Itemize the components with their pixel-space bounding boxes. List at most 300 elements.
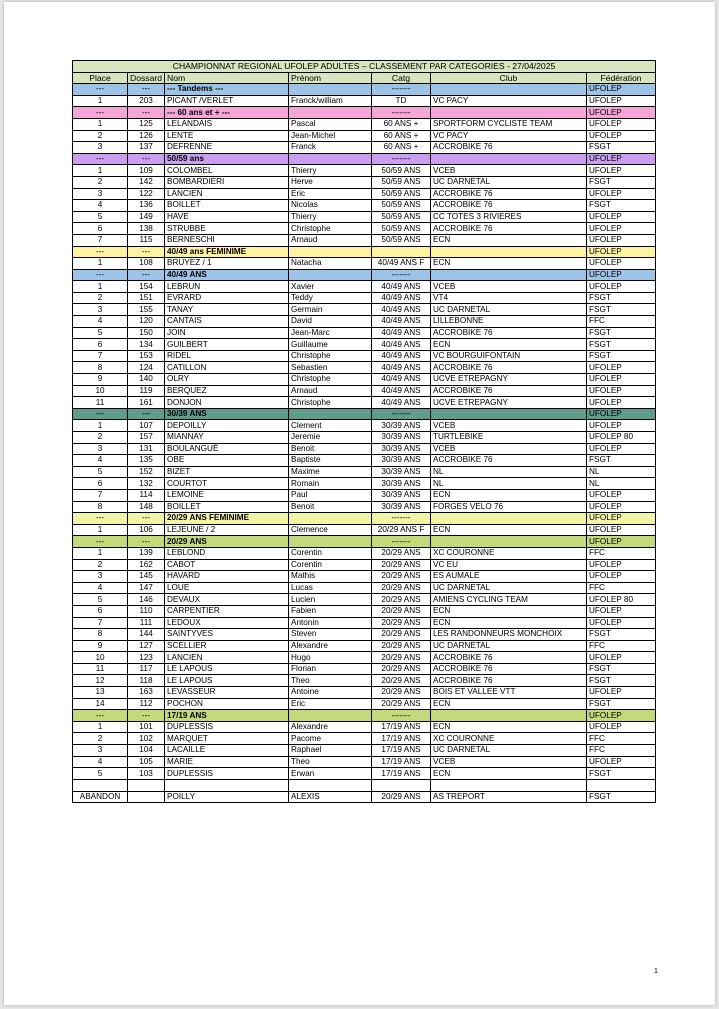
cell-catg: 20/29 ANS [372, 652, 431, 664]
cell-prenom: Christophe [289, 374, 372, 386]
cell-federation [587, 779, 656, 791]
cell-dossard: 127 [128, 640, 165, 652]
cell-place: 5 [73, 327, 128, 339]
cell-dossard: 114 [128, 489, 165, 501]
cell-catg: ------- [372, 513, 431, 525]
cell-prenom: Arnaud [289, 385, 372, 397]
cell-nom: POILLY [165, 791, 289, 803]
cell-catg: 20/29 ANS [372, 640, 431, 652]
cell-dossard: 154 [128, 281, 165, 293]
table-row [73, 489, 656, 501]
table-row [73, 165, 656, 177]
cell-club: UC DARNETAL [431, 582, 587, 594]
cell-club: UC DARNETAL [431, 640, 587, 652]
cell-place: 14 [73, 698, 128, 710]
cell-nom: CARPENTIER [165, 605, 289, 617]
cell-place: 10 [73, 652, 128, 664]
cell-dossard: 115 [128, 234, 165, 246]
category-row [73, 536, 656, 548]
cell-dossard [128, 779, 165, 791]
header-place: Place [73, 72, 128, 84]
cell-federation: UFOLEP [587, 420, 656, 432]
cell-federation: UFOLEP [587, 223, 656, 235]
cell-place: 2 [73, 733, 128, 745]
cell-club [431, 107, 587, 119]
cell-prenom: Christophe [289, 397, 372, 409]
cell-dossard: 139 [128, 547, 165, 559]
cell-club: XC COURONNE [431, 733, 587, 745]
cell-club: NL [431, 466, 587, 478]
cell-prenom: Raphael [289, 745, 372, 757]
cell-prenom [289, 107, 372, 119]
cell-federation: UFOLEP [587, 559, 656, 571]
cell-federation: UFOLEP [587, 687, 656, 699]
cell-club: LES RANDONNEURS MONCHOIX [431, 629, 587, 641]
header-club: Club [431, 72, 587, 84]
cell-place: 6 [73, 223, 128, 235]
cell-dossard: 162 [128, 559, 165, 571]
cell-catg: 20/29 ANS [372, 571, 431, 583]
cell-prenom: Mathis [289, 571, 372, 583]
table-row [73, 374, 656, 386]
cell-dossard: 203 [128, 95, 165, 107]
cell-prenom [289, 779, 372, 791]
cell-dossard: --- [128, 269, 165, 281]
cell-catg: TD [372, 95, 431, 107]
cell-nom: 20/29 ANS [165, 536, 289, 548]
cell-catg: 60 ANS + [372, 118, 431, 130]
cell-catg: 40/49 ANS [372, 385, 431, 397]
cell-catg: 17/19 ANS [372, 768, 431, 780]
cell-prenom: Lucas [289, 582, 372, 594]
cell-federation: UFOLEP [587, 211, 656, 223]
cell-federation: FSGT [587, 455, 656, 467]
table-row [73, 455, 656, 467]
cell-nom: COLOMBEL [165, 165, 289, 177]
cell-nom: DEFRENNE [165, 142, 289, 154]
table-row [73, 524, 656, 536]
cell-place: 2 [73, 130, 128, 142]
cell-club [431, 779, 587, 791]
category-row [73, 107, 656, 119]
cell-club: UC DARNETAL [431, 176, 587, 188]
cell-dossard: 138 [128, 223, 165, 235]
cell-place: 1 [73, 524, 128, 536]
cell-federation: UFOLEP [587, 84, 656, 96]
cell-place: 3 [73, 443, 128, 455]
cell-nom: 30/39 ANS [165, 408, 289, 420]
table-row [73, 304, 656, 316]
cell-federation: FSGT [587, 791, 656, 803]
cell-nom: BERQUEZ [165, 385, 289, 397]
cell-federation: UFOLEP 80 [587, 594, 656, 606]
cell-place: 2 [73, 292, 128, 304]
cell-nom: LOUE [165, 582, 289, 594]
cell-federation: UFOLEP [587, 652, 656, 664]
cell-catg: 20/29 ANS F [372, 524, 431, 536]
cell-nom: LENTE [165, 130, 289, 142]
table-row [73, 432, 656, 444]
cell-place: --- [73, 513, 128, 525]
cell-club: ES AUMALE [431, 571, 587, 583]
category-row [73, 84, 656, 96]
cell-club: VCEB [431, 420, 587, 432]
cell-nom: OLRY [165, 374, 289, 386]
cell-prenom: ALEXIS [289, 791, 372, 803]
cell-prenom: Benoit [289, 443, 372, 455]
cell-club: ECN [431, 721, 587, 733]
cell-club: AS TREPORT [431, 791, 587, 803]
cell-dossard: 142 [128, 176, 165, 188]
cell-place: 11 [73, 397, 128, 409]
cell-prenom: Eric [289, 188, 372, 200]
cell-prenom: David [289, 316, 372, 328]
cell-club: TURTLEBIKE [431, 432, 587, 444]
table-row [73, 95, 656, 107]
cell-catg: 20/29 ANS [372, 605, 431, 617]
cell-club: FORGES VELO 76 [431, 501, 587, 513]
cell-federation: NL [587, 466, 656, 478]
cell-prenom [289, 536, 372, 548]
cell-club: VT4 [431, 292, 587, 304]
cell-place: 4 [73, 756, 128, 768]
cell-club: VC PACY [431, 95, 587, 107]
cell-nom: BRUYEZ / 1 [165, 258, 289, 270]
cell-place: 9 [73, 374, 128, 386]
cell-dossard: --- [128, 513, 165, 525]
cell-catg: 40/49 ANS F [372, 258, 431, 270]
cell-dossard: 123 [128, 652, 165, 664]
cell-dossard: 155 [128, 304, 165, 316]
cell-prenom: Arnaud [289, 234, 372, 246]
cell-federation: UFOLEP [587, 571, 656, 583]
category-row [73, 513, 656, 525]
cell-place: 4 [73, 200, 128, 212]
cell-dossard: 148 [128, 501, 165, 513]
cell-catg: 30/39 ANS [372, 432, 431, 444]
cell-prenom: Christophe [289, 350, 372, 362]
cell-place: 3 [73, 142, 128, 154]
table-row [73, 698, 656, 710]
cell-dossard: 137 [128, 142, 165, 154]
cell-catg: ------- [372, 408, 431, 420]
cell-place: 9 [73, 640, 128, 652]
cell-federation: UFOLEP [587, 130, 656, 142]
cell-dossard: 135 [128, 455, 165, 467]
cell-federation: FSGT [587, 629, 656, 641]
cell-dossard: --- [128, 84, 165, 96]
cell-dossard: 110 [128, 605, 165, 617]
cell-catg: 20/29 ANS [372, 791, 431, 803]
cell-nom: LANCIEN [165, 652, 289, 664]
table-row [73, 582, 656, 594]
cell-dossard: 108 [128, 258, 165, 270]
cell-catg: 40/49 ANS [372, 316, 431, 328]
cell-dossard: 124 [128, 362, 165, 374]
cell-place: 6 [73, 339, 128, 351]
cell-federation: UFOLEP [587, 165, 656, 177]
cell-catg: 20/29 ANS [372, 559, 431, 571]
cell-federation: UFOLEP [587, 710, 656, 722]
cell-nom: EVRARD [165, 292, 289, 304]
cell-nom: LEBLOND [165, 547, 289, 559]
cell-catg: 17/19 ANS [372, 756, 431, 768]
cell-catg: 40/49 ANS [372, 374, 431, 386]
cell-nom: CATILLON [165, 362, 289, 374]
cell-federation: FFC [587, 582, 656, 594]
cell-club: ECN [431, 339, 587, 351]
cell-prenom: Antonin [289, 617, 372, 629]
cell-dossard: 146 [128, 594, 165, 606]
cell-prenom: Erwan [289, 768, 372, 780]
cell-nom: LACAILLE [165, 745, 289, 757]
cell-club: VC PACY [431, 130, 587, 142]
cell-federation: FSGT [587, 142, 656, 154]
table-row [73, 130, 656, 142]
table-row [73, 466, 656, 478]
cell-nom: 40/49 ANS [165, 269, 289, 281]
cell-place: --- [73, 536, 128, 548]
cell-prenom: Thierry [289, 165, 372, 177]
cell-federation: UFOLEP [587, 118, 656, 130]
cell-dossard: 145 [128, 571, 165, 583]
cell-federation: FFC [587, 640, 656, 652]
cell-nom: RIDEL [165, 350, 289, 362]
cell-federation: FFC [587, 316, 656, 328]
table-row [73, 594, 656, 606]
cell-club: LILLEBONNE [431, 316, 587, 328]
cell-club: ACCROBIKE 76 [431, 188, 587, 200]
cell-dossard: 106 [128, 524, 165, 536]
cell-dossard: 132 [128, 478, 165, 490]
table-row [73, 443, 656, 455]
cell-catg: 40/49 ANS [372, 292, 431, 304]
table-row [73, 478, 656, 490]
cell-dossard: 144 [128, 629, 165, 641]
cell-club [431, 84, 587, 96]
cell-nom: 17/19 ANS [165, 710, 289, 722]
cell-nom: MIANNAY [165, 432, 289, 444]
cell-prenom: Christophe [289, 223, 372, 235]
cell-club [431, 710, 587, 722]
cell-federation: UFOLEP [587, 756, 656, 768]
cell-club: VC BOURGUIFONTAIN [431, 350, 587, 362]
cell-nom: BOILLET [165, 501, 289, 513]
cell-nom: BIZET [165, 466, 289, 478]
cell-place: --- [73, 710, 128, 722]
cell-catg: 20/29 ANS [372, 547, 431, 559]
table-row [73, 501, 656, 513]
cell-nom: 40/49 ans FEMINIME [165, 246, 289, 258]
cell-federation: UFOLEP [587, 234, 656, 246]
cell-place: 3 [73, 571, 128, 583]
cell-place: 6 [73, 478, 128, 490]
table-row [73, 200, 656, 212]
cell-nom: DEPOILLY [165, 420, 289, 432]
cell-dossard: 134 [128, 339, 165, 351]
table-row [73, 617, 656, 629]
cell-club: VCEB [431, 165, 587, 177]
cell-dossard: 140 [128, 374, 165, 386]
cell-club: ACCROBIKE 76 [431, 652, 587, 664]
cell-place: --- [73, 269, 128, 281]
cell-nom: MARQUET [165, 733, 289, 745]
cell-place: 1 [73, 118, 128, 130]
cell-club: UC DARNETAL [431, 745, 587, 757]
cell-nom: LEVASSEUR [165, 687, 289, 699]
cell-catg: 40/49 ANS [372, 362, 431, 374]
document-page [4, 2, 715, 1005]
cell-federation: UFOLEP [587, 721, 656, 733]
cell-place [73, 779, 128, 791]
cell-dossard: 101 [128, 721, 165, 733]
cell-place: 5 [73, 768, 128, 780]
cell-place: 7 [73, 617, 128, 629]
cell-dossard: --- [128, 107, 165, 119]
cell-club: ACCROBIKE 76 [431, 663, 587, 675]
cell-club: NL [431, 478, 587, 490]
cell-place: 1 [73, 721, 128, 733]
cell-prenom: Clement [289, 420, 372, 432]
cell-prenom: Eric [289, 698, 372, 710]
cell-place: 8 [73, 362, 128, 374]
cell-place: 7 [73, 350, 128, 362]
cell-club: XC COURONNE [431, 547, 587, 559]
cell-catg [372, 246, 431, 258]
cell-catg: ------- [372, 710, 431, 722]
table-row [73, 397, 656, 409]
cell-catg: 30/39 ANS [372, 420, 431, 432]
cell-catg: 20/29 ANS [372, 698, 431, 710]
cell-place: 13 [73, 687, 128, 699]
table-row [73, 663, 656, 675]
cell-prenom [289, 408, 372, 420]
table-row [73, 385, 656, 397]
cell-club: ECN [431, 768, 587, 780]
cell-club: ACCROBIKE 76 [431, 455, 587, 467]
cell-place: 2 [73, 559, 128, 571]
cell-catg: ------- [372, 153, 431, 165]
cell-prenom: Alexandre [289, 721, 372, 733]
cell-nom: HAVARD [165, 571, 289, 583]
cell-prenom: Natacha [289, 258, 372, 270]
cell-club: VC EU [431, 559, 587, 571]
results-body [73, 84, 656, 803]
category-row [73, 246, 656, 258]
cell-nom: CABOT [165, 559, 289, 571]
cell-prenom: Romain [289, 478, 372, 490]
cell-dossard: 136 [128, 200, 165, 212]
cell-catg: 20/29 ANS [372, 687, 431, 699]
cell-place: 4 [73, 582, 128, 594]
cell-place: 7 [73, 489, 128, 501]
cell-catg: 40/49 ANS [372, 397, 431, 409]
cell-prenom: Jean-Marc [289, 327, 372, 339]
table-row [73, 756, 656, 768]
cell-federation: FFC [587, 547, 656, 559]
cell-federation: FSGT [587, 176, 656, 188]
cell-dossard: 125 [128, 118, 165, 130]
table-row [73, 675, 656, 687]
cell-place: 1 [73, 165, 128, 177]
cell-club: VCEB [431, 756, 587, 768]
cell-prenom [289, 153, 372, 165]
cell-catg: 17/19 ANS [372, 745, 431, 757]
cell-dossard: 104 [128, 745, 165, 757]
cell-federation: NL [587, 478, 656, 490]
cell-club [431, 408, 587, 420]
table-row [73, 281, 656, 293]
cell-nom: LEJEUNE / 2 [165, 524, 289, 536]
cell-nom: LELANDAIS [165, 118, 289, 130]
cell-nom: CANTAIS [165, 316, 289, 328]
cell-nom: JOIN [165, 327, 289, 339]
cell-nom: --- 60 ans et + --- [165, 107, 289, 119]
cell-prenom: Jean-Michel [289, 130, 372, 142]
cell-catg: 50/59 ANS [372, 200, 431, 212]
cell-dossard: 163 [128, 687, 165, 699]
cell-club: UCVE ETREPAGNY [431, 374, 587, 386]
table-row [73, 559, 656, 571]
cell-place: 4 [73, 316, 128, 328]
cell-federation: FSGT [587, 327, 656, 339]
table-row [73, 258, 656, 270]
cell-catg: 20/29 ANS [372, 663, 431, 675]
cell-catg: 40/49 ANS [372, 339, 431, 351]
cell-dossard: 122 [128, 188, 165, 200]
cell-nom: GUILBERT [165, 339, 289, 351]
cell-club: VCEB [431, 281, 587, 293]
cell-club: UC DARNETAL [431, 304, 587, 316]
cell-club: BOIS ET VALLEE VTT [431, 687, 587, 699]
cell-federation: UFOLEP [587, 617, 656, 629]
cell-club: ECN [431, 617, 587, 629]
table-row [73, 234, 656, 246]
cell-prenom: Theo [289, 756, 372, 768]
cell-nom: SCELLIER [165, 640, 289, 652]
cell-dossard: 152 [128, 466, 165, 478]
cell-place: 11 [73, 663, 128, 675]
cell-nom: LEMOINE [165, 489, 289, 501]
cell-prenom: Xavier [289, 281, 372, 293]
cell-nom: BOULANGUÉ [165, 443, 289, 455]
cell-prenom: Hugo [289, 652, 372, 664]
cell-club: ACCROBIKE 76 [431, 200, 587, 212]
cell-federation: UFOLEP [587, 281, 656, 293]
cell-dossard [128, 791, 165, 803]
cell-prenom: Clemence [289, 524, 372, 536]
cell-prenom: Benoit [289, 501, 372, 513]
cell-club: CC TOTES 3 RIVIERES [431, 211, 587, 223]
cell-nom: STRUBBE [165, 223, 289, 235]
cell-prenom: Corentin [289, 559, 372, 571]
cell-prenom: Theo [289, 675, 372, 687]
cell-dossard: 149 [128, 211, 165, 223]
cell-catg: 50/59 ANS [372, 223, 431, 235]
cell-club: VCEB [431, 443, 587, 455]
cell-prenom: Franck [289, 142, 372, 154]
cell-nom: OBE [165, 455, 289, 467]
cell-federation: UFOLEP [587, 374, 656, 386]
cell-dossard: 109 [128, 165, 165, 177]
cell-dossard: 103 [128, 768, 165, 780]
cell-prenom: Pascal [289, 118, 372, 130]
cell-nom: BOILLET [165, 200, 289, 212]
cell-federation: UFOLEP [587, 95, 656, 107]
table-row [73, 629, 656, 641]
cell-catg: 30/39 ANS [372, 478, 431, 490]
cell-prenom: Steven [289, 629, 372, 641]
